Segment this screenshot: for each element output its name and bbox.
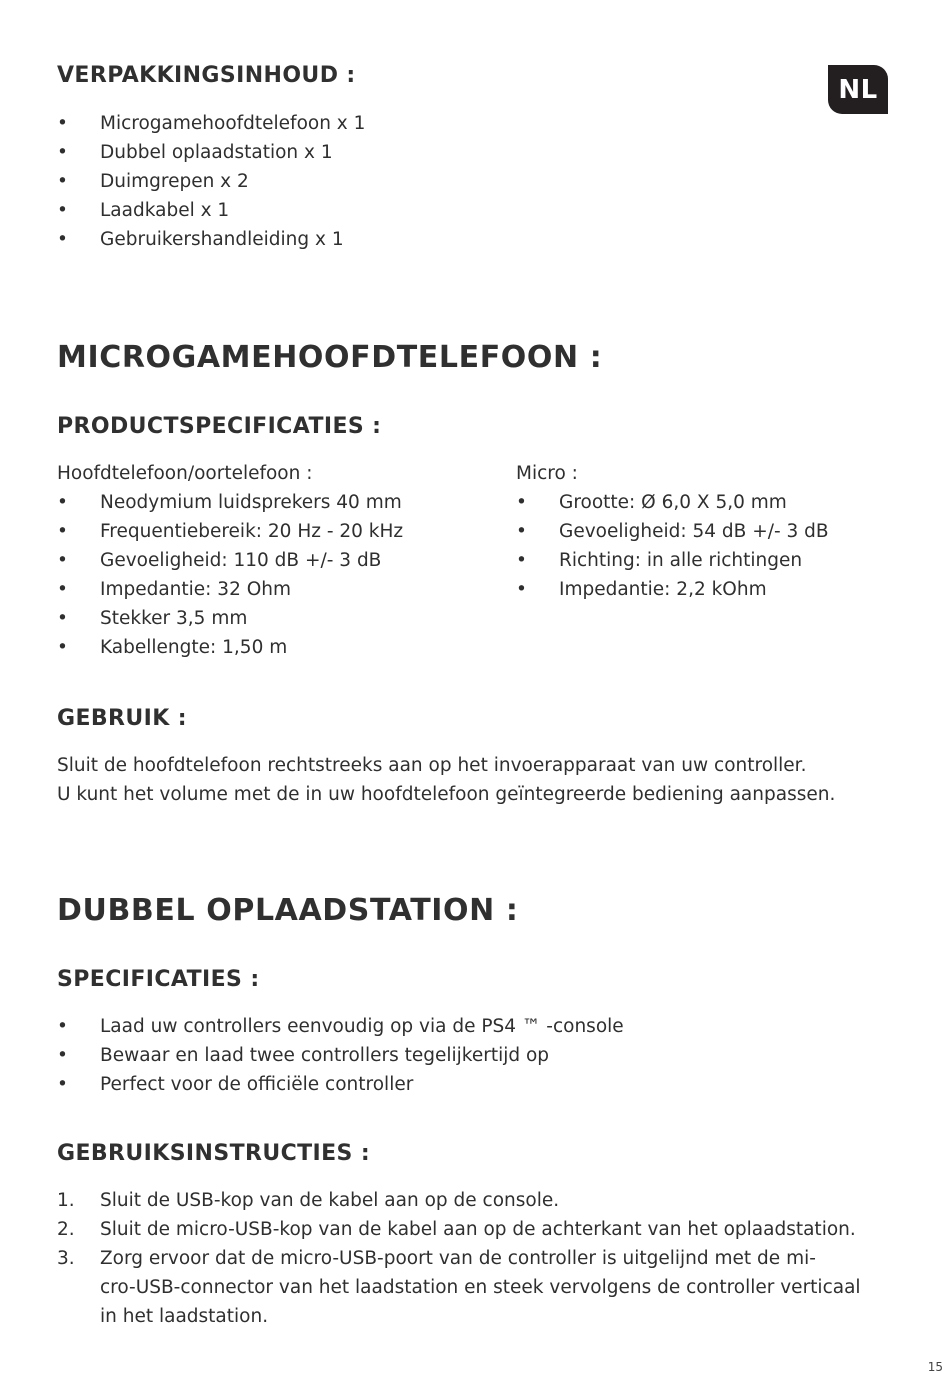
micro-specs-label: Micro :: [516, 463, 578, 484]
list-item: • Laadkabel x 1: [57, 200, 230, 221]
station-specs-list: [57, 1012, 624, 1099]
list-item: • Gevoeligheid: 54 dB +/- 3 dB: [516, 521, 829, 542]
list-item: • Microgamehoofdtelefoon x 1: [57, 113, 366, 134]
list-item: • Gebruikershandleiding x 1: [57, 229, 344, 250]
product-specs-heading: PRODUCTSPECIFICATIES :: [57, 414, 382, 439]
usage-line: Sluit de hoofdtelefoon rechtstreeks aan op het invoerapparaat van uw controller.: [57, 755, 807, 776]
usage-heading: GEBRUIK :: [57, 706, 187, 731]
instruction-step: 3. Zorg ervoor dat de micro-USB-poort van de controller is uitgelijnd met de mi- cro-USB-connector van het laadstation en steek vervolgens de controller verticaal in het laadstation.: [57, 1248, 861, 1327]
headphone-specs-list: [57, 488, 403, 662]
list-item: • Stekker 3,5 mm: [57, 608, 248, 629]
list-item: • Bewaar en laad twee controllers tegelijkertijd op: [57, 1045, 550, 1066]
list-item: • Impedantie: 2,2 kOhm: [516, 579, 767, 600]
page-number: 15: [927, 1360, 943, 1374]
micro-specs-list: [516, 488, 829, 604]
list-item: • Grootte: Ø 6,0 X 5,0 mm: [516, 492, 787, 513]
list-item: • Dubbel oplaadstation x 1: [57, 142, 333, 163]
list-item: • Laad uw controllers eenvoudig op via de PS4 ™ -console: [57, 1016, 624, 1037]
headset-section-title: MICROGAMEHOOFDTELEFOON :: [57, 340, 603, 375]
language-badge: NL: [828, 65, 888, 114]
list-item: • Richting: in alle richtingen: [516, 550, 803, 571]
package-contents-list: [57, 109, 365, 254]
package-contents-heading: VERPAKKINGSINHOUD :: [57, 63, 356, 88]
list-item: • Neodymium luidsprekers 40 mm: [57, 492, 402, 513]
list-item: • Perfect voor de officiële controller: [57, 1074, 414, 1095]
usage-line: U kunt het volume met de in uw hoofdtelefoon geïntegreerde bediening aanpassen.: [57, 784, 836, 805]
station-section-title: DUBBEL OPLAADSTATION :: [57, 893, 519, 928]
list-item: • Frequentiebereik: 20 Hz - 20 kHz: [57, 521, 404, 542]
list-item: • Kabellengte: 1,50 m: [57, 637, 288, 658]
headphone-specs-label: Hoofdtelefoon/oortelefoon :: [57, 463, 313, 484]
station-specs-heading: SPECIFICATIES :: [57, 967, 260, 992]
list-item: • Gevoeligheid: 110 dB +/- 3 dB: [57, 550, 382, 571]
instructions-list: [57, 1186, 861, 1331]
list-item: • Duimgrepen x 2: [57, 171, 249, 192]
list-item: • Impedantie: 32 Ohm: [57, 579, 292, 600]
instruction-step: 1. Sluit de USB-kop van de kabel aan op de console.: [57, 1190, 560, 1211]
instruction-step: 2. Sluit de micro-USB-kop van de kabel aan op de achterkant van het oplaadstation.: [57, 1219, 856, 1240]
instructions-heading: GEBRUIKSINSTRUCTIES :: [57, 1141, 371, 1166]
usage-paragraph: [57, 751, 835, 809]
